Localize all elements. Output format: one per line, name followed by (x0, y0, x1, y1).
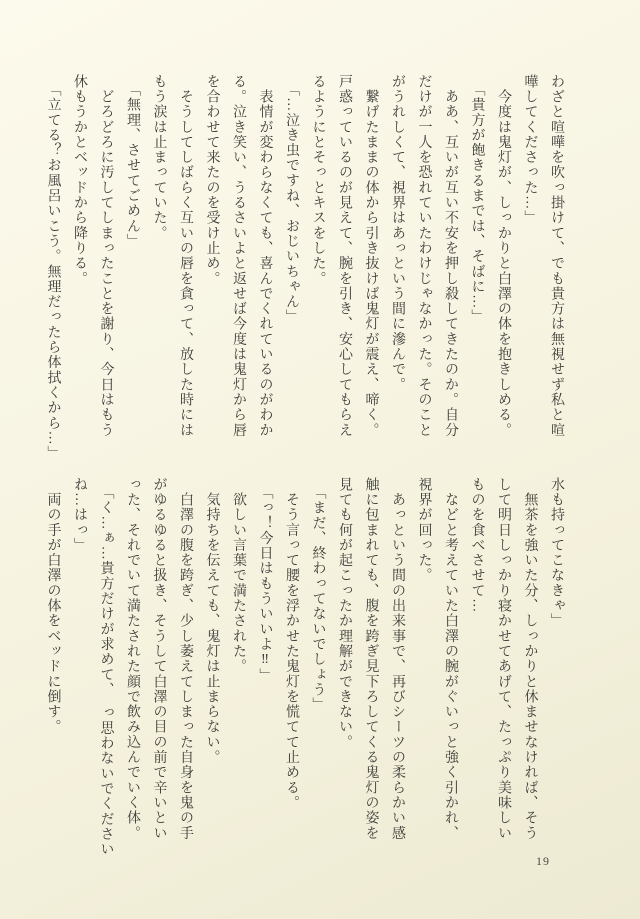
text-column: 視界が回った。 (416, 477, 432, 584)
text-column: もう涙は止まっていた。 (151, 74, 167, 241)
text-column: ね…はっ」 (72, 477, 87, 553)
page-text-bottom-block (39, 477, 569, 867)
text-column: った、それでいて満たされた顔で飲み込んでいく体。 (125, 477, 140, 841)
text-column: 戸惑っているのが見えて、腕を引き、安心してもらえ (337, 74, 352, 438)
text-column: あっという間の出来事で、再びシーツの柔らかい感 (390, 477, 405, 841)
page-text-top-block (39, 74, 569, 464)
text-column: 「く…ぁ…貴方だけが求めて、 っ思わないでください (98, 477, 114, 857)
text-column: ああ、互いが互い不安を押し殺してきたのか。自分 (443, 74, 458, 438)
text-column: を合わせて来たのを受け止め。 (204, 74, 220, 287)
text-column: 「っ！今日はもういいよ‼」 (257, 477, 273, 684)
text-column: るようにとそっとキスをした。 (310, 74, 326, 287)
text-column: 水も持ってこなきゃ」 (549, 477, 564, 629)
text-column: 見ても何が起こったか理解ができない。 (337, 477, 352, 750)
page-number: 19 (536, 854, 550, 868)
text-column: 「無理、させてごめん」 (125, 74, 140, 249)
text-column: 触に包まれても、腹を跨ぎ見下ろしてくる鬼灯の姿を (363, 477, 379, 841)
text-column: 表情が変わらなくても、喜んでくれているのがわか (257, 74, 273, 438)
text-column: 無茶を強いた分、しっかりと休ませなければ、そう (522, 477, 538, 841)
text-column: そう言って腰を浮かせた鬼灯を慌てて止める。 (284, 477, 299, 811)
text-column: 「立てる？お風呂いこう。無理だったら体拭くから…」 (45, 74, 61, 461)
text-column: どろどろに汚してしまったことを謝り、今日はもう (98, 74, 114, 438)
text-column: 白澤の腹を跨ぎ、少し萎えてしまった自身を鬼の手 (178, 477, 193, 841)
text-column: だけが一人を恐れていたわけじゃなかった。そのこと (416, 74, 432, 438)
text-column: がうれしくて、視界はあっという間に滲んで。 (390, 74, 405, 393)
text-column: 今度は鬼灯が、しっかりと白澤の体を抱きしめる。 (496, 74, 511, 438)
text-column: 休もうかとベッドから降りる。 (72, 74, 87, 287)
text-column: 両の手が白澤の体をベッドに倒す。 (45, 477, 61, 735)
text-column: 気持ちを伝えても、鬼灯は止まらない。 (204, 477, 220, 765)
text-column: などと考えていた白澤の腕がぐいっと強く引かれ、 (443, 477, 458, 841)
text-column: 嘩してくださった…」 (522, 74, 538, 226)
text-column: そうしてしばらく互いの唇を貪って、放した時には (178, 74, 193, 438)
text-column: がゆるゆると扱き、そうして白澤の目の前で辛いとい (151, 477, 167, 841)
text-column: 欲しい言葉で満たされた。 (231, 477, 246, 674)
text-column: 「まだ、終わってないでしょう」 (310, 477, 326, 713)
text-column: して明日しっかり寝かせてあげて、たっぷり美味しい (496, 477, 511, 841)
text-column: 「…泣き虫ですね、おじいちゃん」 (284, 74, 299, 325)
text-column: ものを食べさせて… (469, 477, 485, 614)
text-column: 「貴方が飽きるまでは、そばに…」 (469, 74, 485, 325)
text-column: わざと喧嘩を吹っ掛けて、でも貴方は無視せず私と喧 (549, 74, 564, 438)
text-column: る。泣き笑い、うるさいよと返せば今度は鬼灯から唇 (231, 74, 246, 438)
text-column: 繋げたままの体から引き抜けば鬼灯が震え、啼く。 (363, 74, 379, 438)
